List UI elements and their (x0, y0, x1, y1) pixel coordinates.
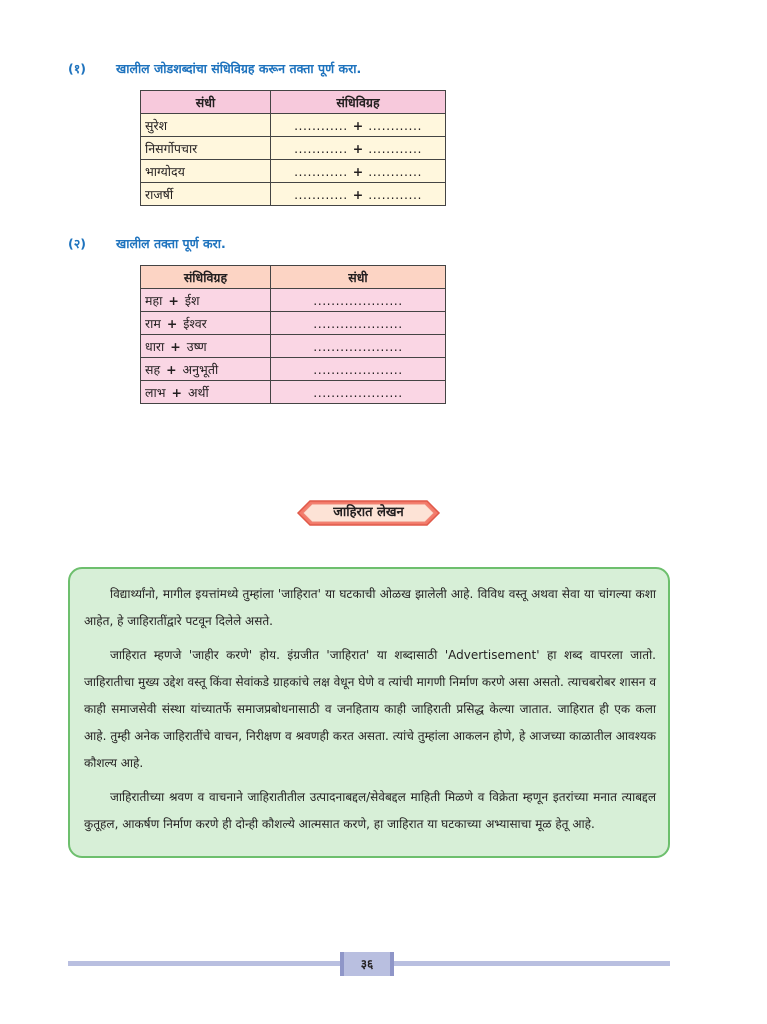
table-cell-blank[interactable]: .................... (271, 335, 446, 358)
sandhi-table-1 (140, 90, 446, 206)
table-cell-word: भाग्योदय (141, 160, 271, 183)
table-row (141, 335, 446, 358)
footer-rule-right (394, 961, 670, 966)
page-number: ३६ (340, 952, 394, 976)
table-cell-blank[interactable]: ............ + ............ (271, 114, 446, 137)
table-row (141, 289, 446, 312)
table-cell-blank[interactable]: ............ + ............ (271, 160, 446, 183)
table-header-row (141, 266, 446, 289)
info-paragraph: जाहिरात म्हणजे 'जाहीर करणे' होय. इंग्रजीत 'जाहिरात' या शब्दासाठी 'Advertisement' हा शब्द वापरला जातो. जाहिरातीचा मुख्य उद्देश वस्तू किंवा सेवांकडे ग्राहकांचे लक्ष वेधून घेणे व त्यांची मागणी निर्माण करणे असा असतो. त्याचबरोबर शासन व काही समाजसेवी संस्था यांच्यातर्फे समाजप्रबोधनासाठी व जनहिताय काही जाहिराती प्रसिद्ध केल्या जातात. जाहिरात ही एक कला आहे. तुम्ही अनेक जाहिरातींचे वाचन, निरीक्षण व श्रवणही करत असता. त्यांचे तुम्हांला आकलन होणे, हे आजच्या काळातील आवश्यक कौशल्य आहे. (84, 648, 656, 770)
question-1-instruction: खालील जोडशब्दांचा संधिविग्रह करून तक्ता पूर्ण करा. (116, 61, 362, 76)
table-cell-blank[interactable]: .................... (271, 312, 446, 335)
table-cell-split: धारा + उष्ण (141, 335, 271, 358)
table-row (141, 183, 446, 206)
table-row (141, 312, 446, 335)
info-paragraph: विद्यार्थ्यांनो, मागील इयत्तांमध्ये तुम्हांला 'जाहिरात' या घटकाची ओळख झालेली आहे. विविध वस्तू अथवा सेवा या चांगल्या कशा आहेत, हे जाहिरातींद्वारे पटवून दिलेले असते. (84, 587, 656, 628)
table-header: संधिविग्रह (271, 91, 446, 114)
table-cell-blank[interactable]: ............ + ............ (271, 183, 446, 206)
footer-rule-left (68, 961, 340, 966)
question-1-number: (१) (68, 61, 86, 76)
table-header: संधिविग्रह (141, 266, 271, 289)
table-cell-split: लाभ + अर्थी (141, 381, 271, 404)
table-header: संधी (141, 91, 271, 114)
question-1-heading (68, 60, 361, 77)
info-box (68, 567, 670, 858)
table-header: संधी (271, 266, 446, 289)
table-cell-split: सह + अनुभूती (141, 358, 271, 381)
table-row (141, 358, 446, 381)
table-row (141, 381, 446, 404)
sandhi-table-2 (140, 265, 446, 404)
table-cell-blank[interactable]: ............ + ............ (271, 137, 446, 160)
table-cell-word: राजर्षी (141, 183, 271, 206)
table-cell-word: निसर्गोपचार (141, 137, 271, 160)
table-cell-split: महा + ईश (141, 289, 271, 312)
table-cell-blank[interactable]: .................... (271, 358, 446, 381)
table-cell-blank[interactable]: .................... (271, 289, 446, 312)
table-cell-split: राम + ईश्वर (141, 312, 271, 335)
table-row (141, 160, 446, 183)
table-row (141, 114, 446, 137)
info-paragraph: जाहिरातीच्या श्रवण व वाचनाने जाहिरातीतील उत्पादनाबद्दल/सेवेबद्दल माहिती मिळणे व विक्रेता म्हणून इतरांच्या मनात त्याबद्दल कुतूहल, आकर्षण निर्माण करणे ही दोन्ही कौशल्ये आत्मसात करणे, हा जाहिरात या घटकाच्या अभ्यासाचा मूळ हेतू आहे. (84, 790, 656, 831)
question-2-number: (२) (68, 236, 86, 251)
table-cell-blank[interactable]: .................... (271, 381, 446, 404)
table-header-row (141, 91, 446, 114)
section-title-banner (296, 497, 441, 529)
table-row (141, 137, 446, 160)
question-2-heading (68, 235, 226, 252)
section-title: जाहिरात लेखन (333, 505, 404, 520)
table-cell-word: सुरेश (141, 114, 271, 137)
question-2-instruction: खालील तक्ता पूर्ण करा. (116, 236, 226, 251)
